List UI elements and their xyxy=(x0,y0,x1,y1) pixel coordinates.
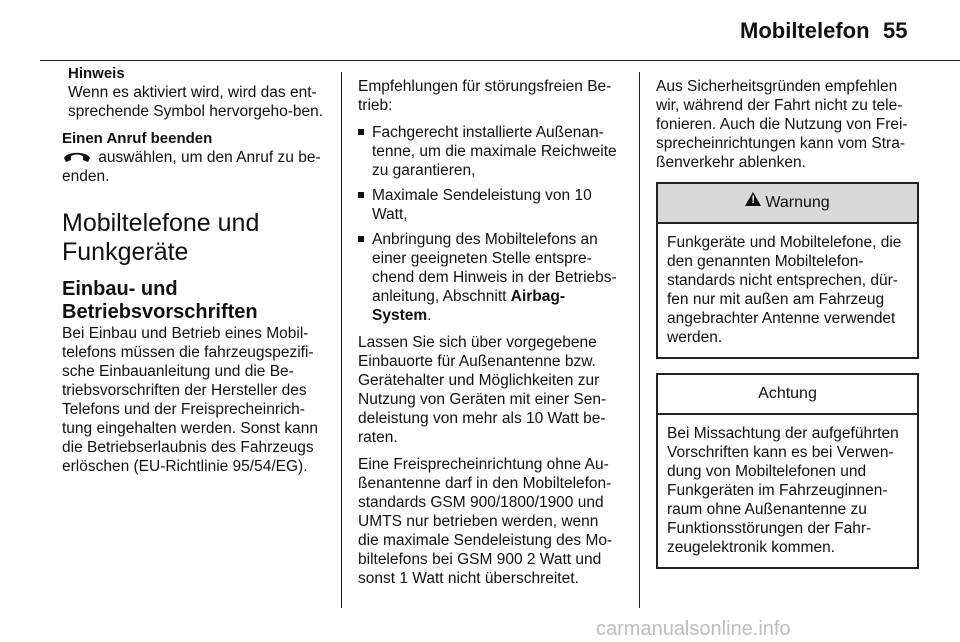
subsection-title: Einbau- und Betriebsvorschriften xyxy=(62,278,258,323)
header-divider xyxy=(40,60,960,61)
handsfree-paragraph: Eine Freisprecheinrichtung ohne Au-ßenantenne darf in den Mobiltelefon-standards GSM 900/1800/1900 und UMTS nur betrieben werden, wenn die maximale Sendeleistung des Mo-biltelefons bei GSM 900 2 Watt und sonst 1 Watt nicht überschreitet. xyxy=(358,456,613,587)
column-2 xyxy=(358,77,622,588)
column-3 xyxy=(656,77,919,583)
list-item-end: . xyxy=(427,307,432,324)
end-call-heading: Einen Anruf beenden xyxy=(62,130,213,147)
watermark: carmanualsonline.info xyxy=(596,618,791,640)
end-call-text: auswählen, um den Anruf zu be-enden. xyxy=(62,149,321,185)
end-call-paragraph xyxy=(62,148,324,186)
list-item: Maximale Sendeleistung von 10 Watt, xyxy=(358,186,622,224)
warning-title-bar xyxy=(658,184,917,224)
warning-title: Warnung xyxy=(765,194,830,211)
caution-box xyxy=(656,373,919,569)
caution-text: Bei Missachtung der aufgeführten Vorschriften kann es bei Verwen-dung von Mobiltelefonen und Funkgeräten im Fahrzeuginnen-raum ohne Außenantenne zu Funktionsstörungen der Fahr-zeugelektronik kommen. xyxy=(667,425,899,556)
subsection-text: Bei Einbau und Betrieb eines Mobil-telefons müssen die fahrzeugspezifi-sche Einbauanleitung und die Be-triebsvorschriften der Hersteller des Telefons und der Freisprecheinrich-tung eingehalten werden. Sonst kann die Betriebserlaubnis des Fahrzeugs erlöschen (EU-Richtlinie 95/54/EG). xyxy=(62,325,318,475)
list-item-text: Anbringung des Mobiltelefons an einer geeigneten Stelle entspre-chend dem Hinweis in der Betriebs-anleitung, Abschnitt xyxy=(372,231,617,305)
note-block xyxy=(68,64,324,121)
hang-up-phone-icon xyxy=(62,149,92,163)
column-divider-1 xyxy=(341,72,342,608)
column-divider-2 xyxy=(639,72,640,608)
section-title: Mobiltelefone und Funkgeräte xyxy=(62,209,260,266)
list-item: Fachgerecht installierte Außenan-tenne, um die maximale Reichweite zu garantieren, xyxy=(358,123,622,180)
list-item xyxy=(358,230,622,325)
recommendations-intro: Empfehlungen für störungsfreien Be-trieb: xyxy=(358,78,612,114)
warning-text: Funkgeräte und Mobiltelefone, die den genannten Mobiltelefon-standards nicht entsprechen, dür-fen nur mit außen am Fahrzeug angebrachter Antenne verwendet werden. xyxy=(667,234,902,346)
caution-title: Achtung xyxy=(658,375,917,415)
note-title: Hinweis xyxy=(68,65,125,82)
mounting-advice-paragraph: Lassen Sie sich über vorgegebene Einbauorte für Außenantenne bzw. Gerätehalter und Möglichkeiten zur Nutzung von Geräten mit einer Sen-deleistung von mehr als 10 Watt be-raten. xyxy=(358,334,607,446)
note-text: Wenn es aktiviert wird, wird das ent-sprechende Symbol hervorgeho-ben. xyxy=(68,84,324,120)
safety-intro: Aus Sicherheitsgründen empfehlen wir, während der Fahrt nicht zu tele-fonieren. Auch die Nutzung von Frei-sprecheinrichtungen kann vom Stra-ßenverkehr ablenken. xyxy=(656,78,908,171)
recommendations-list xyxy=(358,123,622,325)
page-title: Mobiltelefon xyxy=(740,18,870,43)
airbag-system-link[interactable]: Airbag-System xyxy=(372,288,565,324)
warning-triangle-icon xyxy=(745,192,761,206)
warning-box xyxy=(656,182,919,359)
page-number: 55 xyxy=(883,18,908,43)
page-header xyxy=(0,0,960,60)
column-1 xyxy=(62,64,324,484)
